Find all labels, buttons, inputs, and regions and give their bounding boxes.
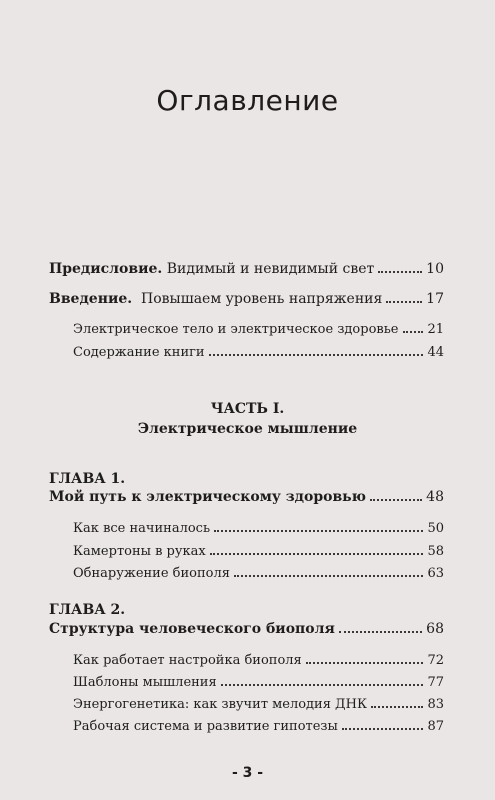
toc-subentry — [73, 697, 444, 712]
dot-leader — [403, 324, 424, 333]
subentry-title: Камертоны в руках — [73, 544, 206, 559]
chapter-label: ГЛАВА 1. — [49, 471, 126, 487]
subentry-title: Как все начиналось — [73, 521, 211, 536]
toc-subentry — [73, 675, 444, 690]
chapter-title: Мой путь к электрическому здоровью — [49, 489, 367, 505]
page-ref: 17 — [426, 291, 444, 307]
dot-leader — [306, 655, 424, 664]
toc-chapter-1 — [49, 489, 444, 505]
page-ref: 68 — [426, 621, 444, 637]
toc-subentry — [73, 566, 444, 581]
part-title: Электрическое мышление — [137, 421, 358, 437]
entry-title: Видимый и невидимый свет — [162, 261, 375, 277]
page-title: Оглавление — [156, 84, 339, 117]
toc-subentry — [73, 719, 444, 734]
dot-leader — [370, 491, 422, 501]
dot-leader — [378, 263, 422, 273]
toc-subentry — [73, 322, 444, 337]
toc-subentry — [73, 544, 444, 559]
subentry-title: Обнаружение биополя — [73, 566, 230, 581]
subentry-title: Шаблоны мышления — [73, 675, 217, 690]
page-number: - 3 - — [231, 765, 264, 781]
entry-title: Повышаем уровень напряжения — [132, 291, 383, 307]
toc-subentry — [73, 521, 444, 536]
toc-entry-introduction — [49, 291, 444, 307]
subentry-title: Электрическое тело и электрическое здоровье — [73, 322, 399, 337]
subentry-title: Как работает настройка биополя — [73, 653, 302, 668]
subentry-title: Энергогенетика: как звучит мелодия ДНК — [73, 697, 368, 712]
dot-leader — [210, 546, 424, 555]
toc-entry-preface — [49, 261, 444, 277]
dot-leader — [371, 699, 423, 708]
page-ref: 77 — [427, 675, 444, 690]
dot-leader — [342, 721, 424, 730]
toc-subentry — [73, 345, 444, 360]
dot-leader — [214, 523, 423, 532]
page-ref: 10 — [426, 261, 444, 277]
subentry-title: Рабочая система и развитие гипотезы — [73, 719, 338, 734]
page-ref: 44 — [427, 345, 444, 360]
page-ref: 83 — [427, 697, 444, 712]
entry-keyword: Введение. — [49, 291, 133, 307]
subentry-title: Содержание книги — [73, 345, 205, 360]
page-ref: 63 — [427, 566, 444, 581]
dot-leader — [209, 347, 424, 356]
chapter-title: Структура человеческого биополя — [49, 621, 335, 637]
page-ref: 72 — [427, 653, 444, 668]
toc-subentry — [73, 653, 444, 668]
page-ref: 21 — [427, 322, 444, 337]
page-ref: 50 — [427, 521, 444, 536]
page-ref: 87 — [427, 719, 444, 734]
page-ref: 48 — [426, 489, 444, 505]
chapter-label: ГЛАВА 2. — [49, 602, 126, 618]
dot-leader — [339, 623, 422, 633]
page-ref: 58 — [427, 544, 444, 559]
entry-keyword: Предисловие. — [49, 261, 163, 277]
dot-leader — [234, 568, 424, 577]
dot-leader — [386, 293, 422, 303]
dot-leader — [221, 677, 424, 686]
part-number: ЧАСТЬ I. — [210, 401, 285, 417]
toc-chapter-2 — [49, 621, 444, 637]
